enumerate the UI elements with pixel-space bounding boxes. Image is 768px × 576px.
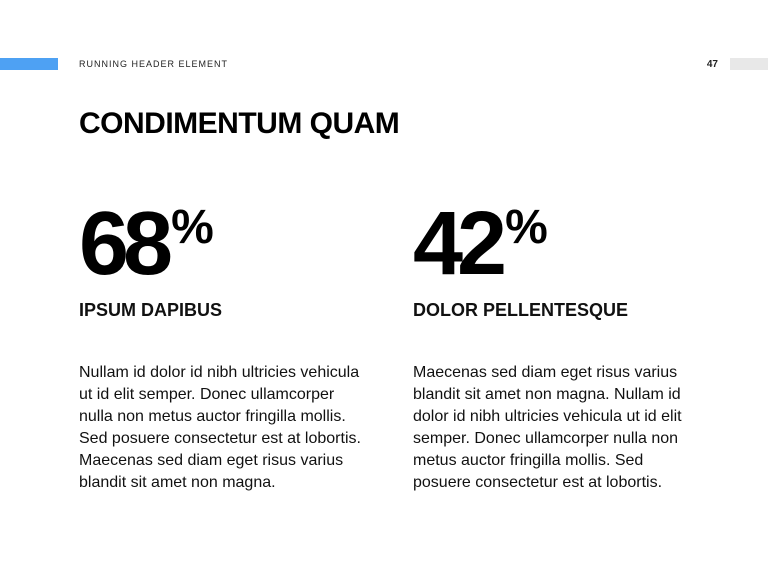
running-header: RUNNING HEADER ELEMENT bbox=[79, 59, 229, 69]
accent-bar-left bbox=[0, 58, 58, 70]
stat-figure bbox=[79, 196, 369, 292]
page-number: 47 bbox=[706, 59, 718, 70]
stat-column-right bbox=[413, 196, 703, 494]
accent-bar-right bbox=[730, 58, 768, 70]
stat-unit: % bbox=[505, 201, 548, 254]
stat-value: 68 bbox=[79, 194, 168, 294]
stat-description: Nullam id dolor id nibh ultricies vehicula ut id elit semper. Donec ullamcorper nulla non metus auctor fringilla mollis. Sed posuere consectetur est at lobortis. Maecenas sed diam eget risus varius blandit sit amet non magna. bbox=[79, 364, 361, 491]
stat-figure bbox=[413, 196, 703, 292]
stat-label: DOLOR PELLENTESQUE bbox=[413, 300, 629, 320]
stat-column-left bbox=[79, 196, 369, 494]
stat-label: IPSUM DAPIBUS bbox=[79, 300, 223, 320]
stat-description: Maecenas sed diam eget risus varius blandit sit amet non magna. Nullam id dolor id nibh ultricies vehicula ut id elit semper. Donec ullamcorper nulla non metus auctor fringilla mollis. Sed posuere consectetur est at lobortis. bbox=[413, 364, 682, 491]
page-title: CONDIMENTUM QUAM bbox=[79, 107, 400, 140]
stat-value: 42 bbox=[413, 194, 502, 294]
stat-unit: % bbox=[171, 201, 214, 254]
